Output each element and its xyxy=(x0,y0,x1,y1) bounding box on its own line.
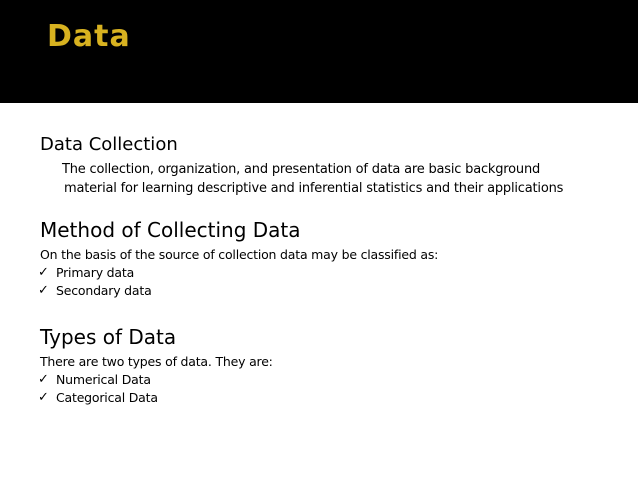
section-heading: Data Collection xyxy=(40,134,178,155)
check-icon: ✓ xyxy=(38,390,49,405)
list-item-label: Numerical Data xyxy=(56,372,151,387)
bullet-list xyxy=(40,371,620,407)
slide-title: Data xyxy=(47,19,131,54)
section-intro: On the basis of the source of collection data may be classified as: xyxy=(40,247,439,262)
section-heading: Method of Collecting Data xyxy=(40,218,301,242)
check-icon: ✓ xyxy=(38,283,49,298)
section-heading: Types of Data xyxy=(40,325,177,349)
section-body: The collection, organization, and presentation of data are basic background material for learning descriptive and inferential statistics and their applications xyxy=(62,162,564,196)
list-item-label: Primary data xyxy=(56,265,135,280)
check-icon: ✓ xyxy=(38,265,49,280)
section-intro: There are two types of data. They are: xyxy=(40,354,273,369)
list-item xyxy=(40,264,620,282)
list-item xyxy=(40,282,620,300)
section-data-collection xyxy=(40,130,620,198)
list-item xyxy=(40,389,620,407)
check-icon: ✓ xyxy=(38,372,49,387)
slide-content xyxy=(40,130,620,407)
list-item-label: Secondary data xyxy=(56,283,152,298)
list-item xyxy=(40,371,620,389)
bullet-list xyxy=(40,264,620,300)
section-method-of-collecting xyxy=(40,214,620,300)
title-bar xyxy=(0,0,638,103)
section-types-of-data xyxy=(40,321,620,407)
list-item-label: Categorical Data xyxy=(56,390,158,405)
